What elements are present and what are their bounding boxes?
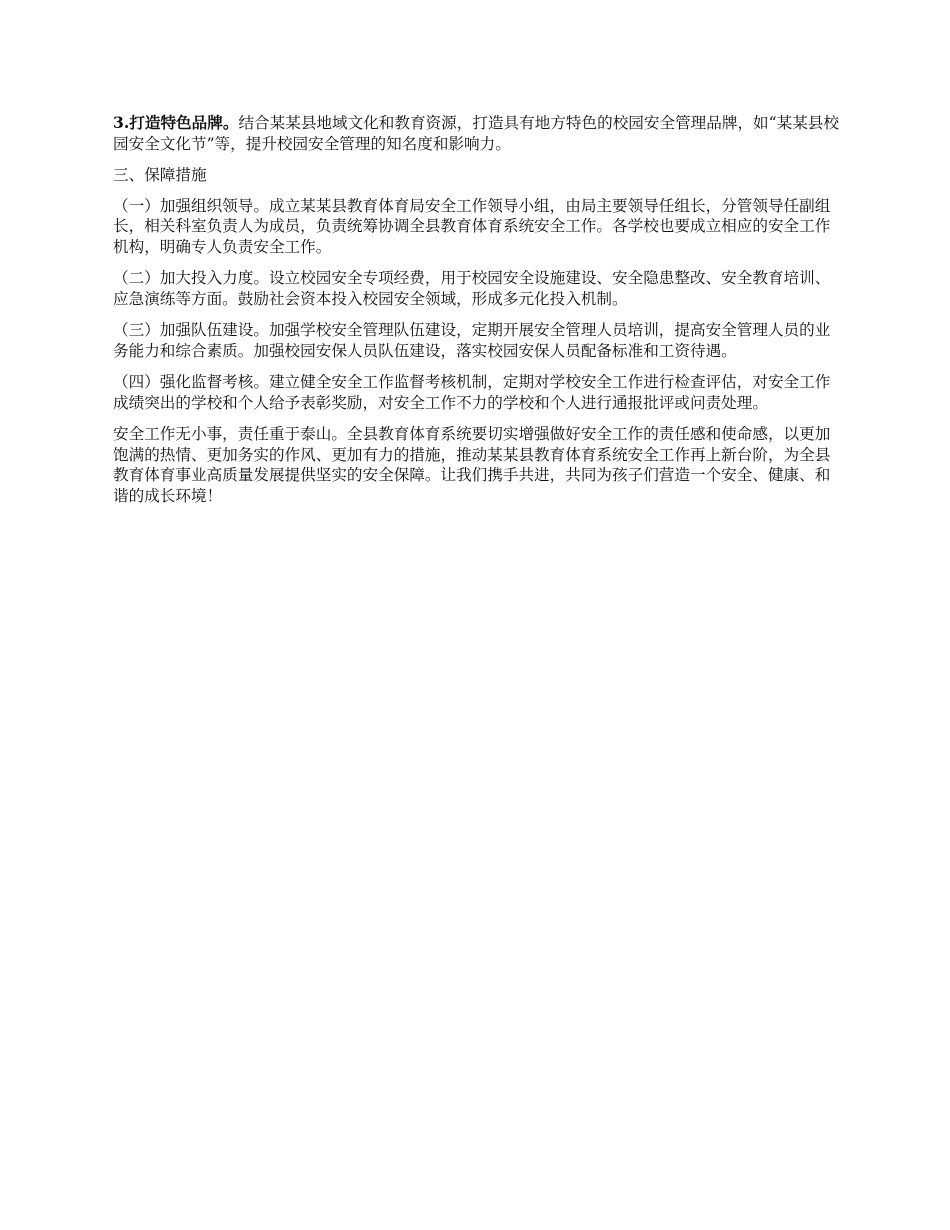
section-heading: 三、保障措施 — [113, 166, 207, 184]
paragraph-supervision: （四）强化监督考核。建立健全安全工作监督考核机制，定期对学校安全工作进行检查评估，对安全工作成绩突出的学校和个人给予表彰奖励，对安全工作不力的学校和个人进行通报批评或问责处理。 — [113, 373, 831, 412]
paragraph-team: （三）加强队伍建设。加强学校安全管理队伍建设，定期开展安全管理人员培训，提高安全管理人员的业务能力和综合素质。加强校园安保人员队伍建设，落实校园安保人员配备标准和工资待遇。 — [113, 321, 831, 360]
document-page — [113, 113, 841, 517]
paragraph-lead: 3.打造特色品牌。 — [113, 113, 239, 132]
paragraph-investment: （二）加大投入力度。设立校园安全专项经费，用于校园安全设施建设、安全隐患整改、安全教育培训、应急演练等方面。鼓励社会资本投入校园安全领域，形成多元化投入机制。 — [113, 269, 831, 308]
paragraph-text: 结合某某县地域文化和教育资源，打造具有地方特色的校园安全管理品牌，如“某某县校园安全文化节”等，提升校园安全管理的知名度和影响力。 — [113, 114, 839, 153]
paragraph-organization: （一）加强组织领导。成立某某县教育体育局安全工作领导小组，由局主要领导任组长，分管领导任副组长，相关科室负责人为成员，负责统筹协调全县教育体育系统安全工作。各学校也要成立相应的安全工作机构，明确专人负责安全工作。 — [113, 196, 831, 256]
paragraph-brand — [113, 113, 841, 154]
paragraph-conclusion: 安全工作无小事，责任重于泰山。全县教育体育系统要切实增强做好安全工作的责任感和使命感，以更加饱满的热情、更加务实的作风、更加有力的措施，推动某某县教育体育系统安全工作再上新台阶，为全县教育体育事业高质量发展提供坚实的安全保障。让我们携手共进，共同为孩子们营造一个安全、健康、和谐的成长环境！ — [113, 425, 831, 505]
